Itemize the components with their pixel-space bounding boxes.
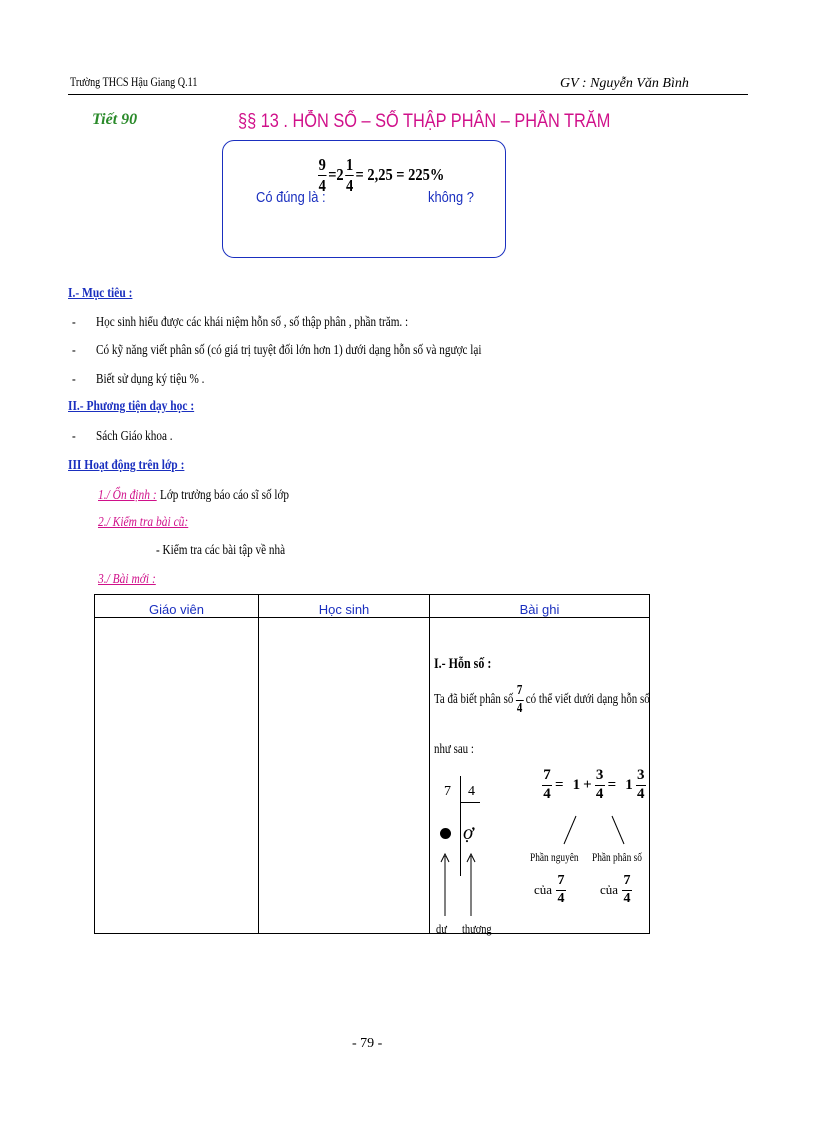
student-column-cell bbox=[259, 618, 430, 934]
step-1-label: 1./ Ổn định : bbox=[98, 488, 157, 503]
lesson-title: §§ 13 . HỖN SỐ – SỐ THẬP PHÂN – PHẦN TRĂM bbox=[238, 111, 611, 132]
integer-part-of bbox=[534, 874, 566, 906]
denominator: 4 bbox=[318, 175, 326, 195]
remainder-dot-icon bbox=[440, 828, 451, 839]
header-text: Học sinh bbox=[318, 602, 370, 617]
fraction-part-label: Phần phân số bbox=[592, 850, 642, 864]
fraction-3-4 bbox=[595, 768, 605, 803]
numerator: 1 bbox=[345, 155, 354, 174]
school-name: Trường THCS Hậu Giang Q.11 bbox=[70, 74, 198, 89]
column-header-teacher bbox=[95, 595, 259, 618]
numerator: 7 bbox=[516, 683, 523, 698]
objective-item: - Biết sử dụng ký tiệu % . bbox=[72, 372, 205, 387]
materials-item: - Sách Giáo khoa . bbox=[72, 429, 173, 444]
notes-column-cell bbox=[430, 618, 650, 934]
denominator: 4 bbox=[595, 785, 604, 802]
of-label: của bbox=[534, 882, 553, 898]
section-objectives-heading: I.- Mục tiêu : bbox=[68, 286, 133, 301]
denominator: 4 bbox=[516, 700, 523, 716]
numerator: 7 bbox=[623, 873, 631, 888]
integer-part-label: Phần nguyên bbox=[530, 850, 579, 864]
quotient-label: thương bbox=[462, 921, 492, 936]
step-2-label: 2./ Kiểm tra bài cũ: bbox=[98, 515, 189, 530]
fraction-part-of bbox=[600, 874, 632, 906]
division-arrows bbox=[430, 850, 490, 922]
numerator: 9 bbox=[318, 155, 326, 174]
section-activities-heading: III Hoạt động trên lớp : bbox=[68, 458, 185, 473]
denominator: 4 bbox=[345, 175, 354, 195]
step-1-text: Lớp trưởng báo cáo sĩ số lớp bbox=[159, 488, 289, 503]
numerator: 3 bbox=[636, 767, 645, 783]
column-header-student bbox=[259, 595, 430, 618]
fraction-7-4 bbox=[556, 874, 566, 906]
denominator: 4 bbox=[636, 785, 645, 802]
equals-sign: = bbox=[607, 776, 617, 793]
header-divider bbox=[68, 94, 748, 95]
fraction-9-4 bbox=[318, 156, 327, 195]
fraction-7-4 bbox=[516, 684, 524, 716]
denominator: 4 bbox=[543, 785, 551, 802]
fraction-7-4 bbox=[542, 768, 552, 803]
header-text: Giáo viên bbox=[149, 602, 204, 617]
mixed-number-equation bbox=[542, 768, 646, 803]
callout-prefix: Có đúng là : bbox=[256, 189, 326, 206]
equals-sign: = bbox=[555, 776, 564, 793]
denominator: 4 bbox=[557, 890, 565, 906]
plus-sign: + bbox=[583, 776, 592, 793]
integer-part-pointer bbox=[564, 816, 576, 844]
notes-line-1-post: có thể viết dưới dạng hỗn số bbox=[525, 692, 650, 708]
callout-suffix: không ? bbox=[428, 189, 474, 206]
notes-line-1 bbox=[434, 684, 650, 716]
callout-expression bbox=[318, 156, 444, 195]
notes-line-1-pre: Ta đã biết phân số bbox=[434, 692, 514, 708]
division-dividend: 7 bbox=[444, 784, 451, 799]
denominator: 4 bbox=[623, 890, 631, 906]
column-header-notes bbox=[430, 595, 650, 618]
header-text: Bài ghi bbox=[519, 602, 560, 617]
step-2-text: - Kiểm tra các bài tập về nhà bbox=[156, 543, 286, 558]
objective-item: - Có kỹ năng viết phân số (có giá trị tuyệt đối lớn hơn 1) dưới dạng hỗn số và ngược lại bbox=[72, 343, 482, 358]
numerator: 3 bbox=[595, 767, 604, 783]
objective-text: Biết sử dụng ký tiệu % . bbox=[96, 372, 205, 387]
equals-two: =2 bbox=[328, 165, 344, 185]
division-divisor: 4 bbox=[468, 784, 475, 799]
fraction-7-4 bbox=[622, 874, 632, 906]
division-quotient: ợ bbox=[463, 822, 474, 844]
materials-text: Sách Giáo khoa . bbox=[96, 429, 173, 444]
numerator: 7 bbox=[543, 767, 551, 783]
numerator: 7 bbox=[557, 873, 565, 888]
objective-text: Có kỹ năng viết phân số (có giá trị tuyệt đối lớn hơn 1) dưới dạng hỗn số và ngược lại bbox=[96, 343, 482, 358]
page-number: - 79 - bbox=[352, 1036, 383, 1051]
integer-one: 1 bbox=[572, 776, 581, 793]
fraction-part-pointer bbox=[612, 816, 624, 844]
fraction-1-4 bbox=[345, 156, 354, 195]
division-horizontal-line bbox=[460, 802, 480, 803]
lesson-table bbox=[94, 594, 650, 934]
fraction-3-4 bbox=[636, 768, 646, 803]
objective-item: - Học sinh hiểu được các khái niệm hỗn số , số thập phân , phần trăm. : bbox=[72, 315, 409, 330]
lesson-number: Tiết 90 bbox=[92, 111, 138, 128]
part-pointer-lines bbox=[530, 814, 650, 848]
remainder-label: dư bbox=[436, 921, 447, 936]
of-label: của bbox=[600, 882, 619, 898]
mixed-integer: 1 bbox=[625, 776, 633, 793]
teacher-name: GV : Nguyễn Văn Bình bbox=[560, 76, 689, 91]
notes-title: I.- Hỗn số : bbox=[434, 656, 492, 672]
teacher-column-cell bbox=[95, 618, 259, 934]
section-materials-heading: II.- Phương tiện dạy học : bbox=[68, 399, 195, 414]
objective-text: Học sinh hiểu được các khái niệm hỗn số , số thập phân , phần trăm. : bbox=[96, 315, 409, 330]
step-3-label: 3./ Bài mới : bbox=[98, 572, 156, 587]
step-1 bbox=[98, 486, 321, 504]
decimal-percent: = 2,25 = 225% bbox=[355, 165, 445, 185]
notes-line-2: như sau : bbox=[434, 742, 474, 757]
